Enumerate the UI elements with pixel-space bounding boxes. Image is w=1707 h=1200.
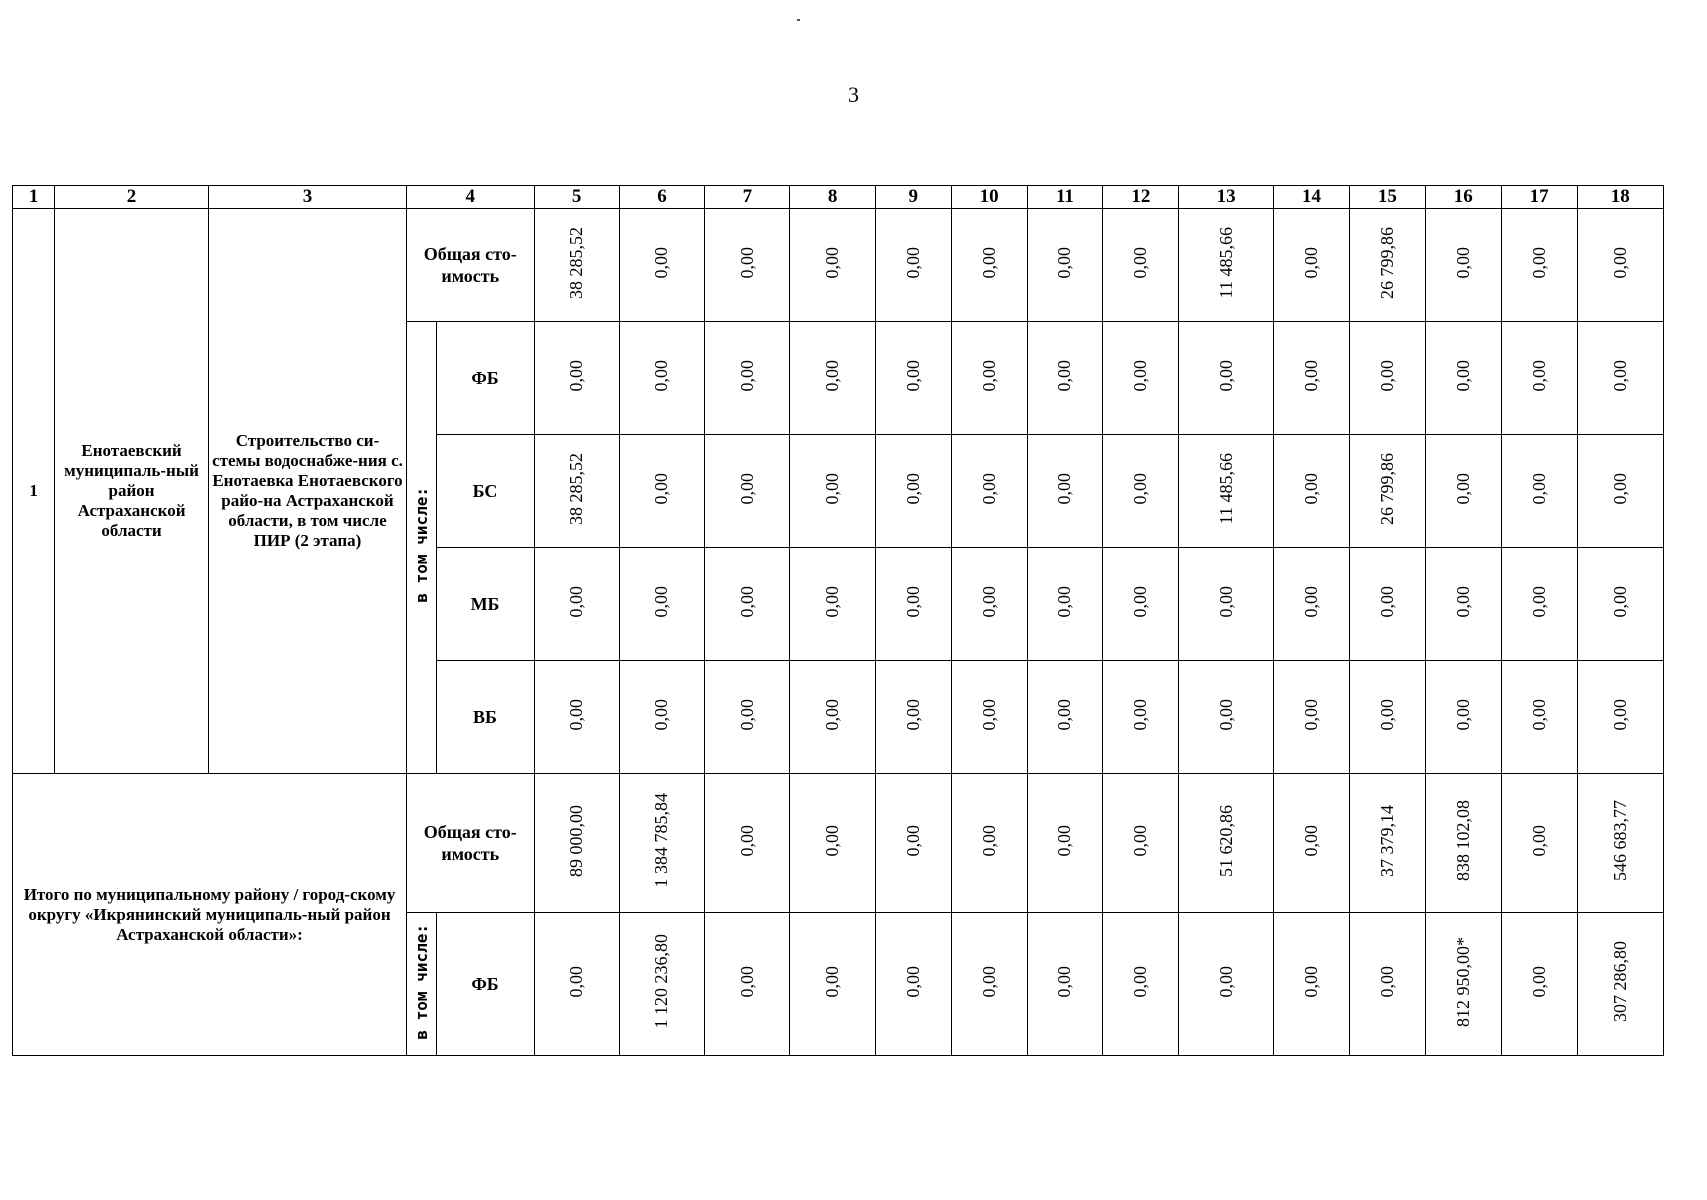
value-text: 0,00 [1609, 472, 1630, 505]
value-cell [1349, 322, 1425, 435]
value-text: 0,00 [978, 585, 999, 618]
value-text: 0,00 [736, 472, 757, 505]
total-cost-label: Общая сто-имость [407, 774, 534, 913]
value-cell [705, 913, 790, 1056]
column-number: 10 [951, 186, 1027, 209]
including-label [407, 322, 437, 774]
value-cell [1425, 209, 1501, 322]
value-cell [1577, 209, 1664, 322]
value-text: 0,00 [1130, 246, 1151, 279]
value-cell [619, 774, 704, 913]
value-text: 0,00 [902, 824, 923, 857]
value-text: 0,00 [1452, 246, 1473, 279]
value-cell [1349, 913, 1425, 1056]
value-text: 0,00 [1300, 698, 1321, 731]
value-cell [1103, 322, 1179, 435]
value-text: 838 102,08 [1452, 800, 1473, 881]
column-number: 1 [13, 186, 55, 209]
value-cell [1274, 661, 1350, 774]
budget-table [12, 185, 1664, 1056]
value-cell [790, 435, 875, 548]
value-cell [1274, 548, 1350, 661]
value-text: 51 620,86 [1215, 804, 1236, 877]
value-cell [534, 774, 619, 913]
total-cost-label: Общая сто-имость [407, 209, 534, 322]
value-text: 0,00 [1054, 359, 1075, 392]
value-text: 0,00 [1215, 698, 1236, 731]
funding-source: ФБ [436, 913, 534, 1056]
value-text: 11 485,66 [1215, 452, 1236, 525]
value-text: 0,00 [1054, 585, 1075, 618]
value-cell [619, 322, 704, 435]
value-cell [951, 209, 1027, 322]
value-cell [951, 774, 1027, 913]
value-text: 0,00 [566, 965, 587, 998]
value-text: 0,00 [651, 472, 672, 505]
funding-source: МБ [436, 548, 534, 661]
value-cell [875, 913, 951, 1056]
value-text: 0,00 [1054, 246, 1075, 279]
value-cell [875, 661, 951, 774]
value-text: 0,00 [1130, 585, 1151, 618]
value-text: 1 384 785,84 [651, 793, 672, 888]
value-text: 0,00 [978, 698, 999, 731]
column-number: 16 [1425, 186, 1501, 209]
value-cell [705, 322, 790, 435]
value-text: 0,00 [1300, 824, 1321, 857]
value-cell [705, 435, 790, 548]
value-cell [1027, 322, 1103, 435]
value-text: 0,00 [736, 965, 757, 998]
value-text: 0,00 [1300, 965, 1321, 998]
column-number: 11 [1027, 186, 1103, 209]
value-text: 0,00 [978, 359, 999, 392]
column-number: 12 [1103, 186, 1179, 209]
value-cell [1501, 774, 1577, 913]
value-text: 0,00 [1215, 965, 1236, 998]
column-number: 4 [407, 186, 534, 209]
summary-label: Итого по муниципальному району / город-скому округу «Икрянинский муниципаль-ный район Астраханской области»: [13, 774, 407, 1056]
value-cell [790, 661, 875, 774]
value-text: 0,00 [978, 965, 999, 998]
value-text: 0,00 [1528, 698, 1549, 731]
column-number: 3 [208, 186, 406, 209]
value-cell [705, 548, 790, 661]
value-cell [1501, 913, 1577, 1056]
value-cell [1103, 548, 1179, 661]
value-cell [1103, 435, 1179, 548]
value-cell [1274, 435, 1350, 548]
value-text: 0,00 [1300, 472, 1321, 505]
value-cell [1179, 209, 1274, 322]
value-cell [1179, 548, 1274, 661]
value-text: 0,00 [566, 359, 587, 392]
value-cell [1103, 661, 1179, 774]
value-text: 546 683,77 [1609, 800, 1630, 881]
value-cell [619, 913, 704, 1056]
value-cell [1577, 548, 1664, 661]
value-text: 0,00 [1528, 246, 1549, 279]
value-cell [875, 435, 951, 548]
value-text: 0,00 [902, 246, 923, 279]
value-cell [1103, 209, 1179, 322]
value-text: 0,00 [978, 472, 999, 505]
value-text: 0,00 [651, 246, 672, 279]
value-text: 0,00 [1054, 698, 1075, 731]
value-text: 0,00 [902, 359, 923, 392]
value-cell [1349, 209, 1425, 322]
value-cell [1274, 209, 1350, 322]
funding-source: ФБ [436, 322, 534, 435]
column-number: 2 [55, 186, 209, 209]
value-cell [534, 322, 619, 435]
value-text: 0,00 [1130, 965, 1151, 998]
column-number: 5 [534, 186, 619, 209]
value-text: 38 285,52 [566, 226, 587, 299]
value-cell [1425, 435, 1501, 548]
value-cell [951, 548, 1027, 661]
value-cell [875, 209, 951, 322]
value-cell [1179, 661, 1274, 774]
value-text: 0,00 [1300, 246, 1321, 279]
value-text: 0,00 [902, 472, 923, 505]
value-text: 0,00 [1528, 472, 1549, 505]
value-cell [1501, 661, 1577, 774]
value-text: 37 379,14 [1376, 804, 1397, 877]
column-number: 17 [1501, 186, 1577, 209]
project-name: Строительство си-стемы водоснабже-ния с. Енотаевка Енотаевского райо-на Астраханской области, в том числе ПИР (2 этапа) [208, 209, 406, 774]
page-number: 3 [848, 82, 859, 107]
value-text: 89 000,00 [566, 804, 587, 877]
column-number: 8 [790, 186, 875, 209]
value-cell [1027, 774, 1103, 913]
value-cell [1179, 322, 1274, 435]
value-text: 0,00 [1215, 359, 1236, 392]
value-text: 812 950,00* [1452, 936, 1473, 1027]
value-cell [705, 209, 790, 322]
row-number: 1 [13, 209, 55, 774]
value-cell [1349, 774, 1425, 913]
value-text: 0,00 [978, 824, 999, 857]
value-text: 0,00 [822, 698, 843, 731]
value-cell [1179, 774, 1274, 913]
value-text: 0,00 [822, 585, 843, 618]
value-cell [1027, 435, 1103, 548]
value-text: 26 799,86 [1376, 452, 1397, 525]
value-text: 0,00 [822, 472, 843, 505]
value-cell [790, 209, 875, 322]
column-number: 6 [619, 186, 704, 209]
value-cell [875, 322, 951, 435]
value-cell [1103, 774, 1179, 913]
table-row [13, 774, 1664, 913]
value-text: 0,00 [822, 359, 843, 392]
value-cell [619, 435, 704, 548]
value-text: 0,00 [736, 246, 757, 279]
value-text: 0,00 [822, 824, 843, 857]
column-number: 7 [705, 186, 790, 209]
value-text: 0,00 [1130, 698, 1151, 731]
value-text: 0,00 [1215, 585, 1236, 618]
value-cell [534, 913, 619, 1056]
value-cell [1577, 774, 1664, 913]
value-text: 0,00 [1130, 472, 1151, 505]
value-cell [1103, 913, 1179, 1056]
value-cell [1274, 913, 1350, 1056]
value-text: 0,00 [1376, 965, 1397, 998]
value-text: 0,00 [1528, 965, 1549, 998]
value-text: 0,00 [1609, 359, 1630, 392]
value-cell [875, 774, 951, 913]
value-cell [1425, 661, 1501, 774]
value-text: 0,00 [902, 965, 923, 998]
municipality-name: Енотаевский муниципаль-ный район Астраханской области [55, 209, 209, 774]
scan-speck [797, 19, 800, 21]
value-cell [1274, 774, 1350, 913]
value-cell [875, 548, 951, 661]
value-text: 0,00 [1130, 359, 1151, 392]
value-cell [1577, 661, 1664, 774]
value-text: 0,00 [566, 585, 587, 618]
value-cell [1027, 548, 1103, 661]
value-text: 0,00 [1130, 824, 1151, 857]
value-cell [951, 435, 1027, 548]
column-number: 9 [875, 186, 951, 209]
value-cell [1349, 661, 1425, 774]
column-number: 13 [1179, 186, 1274, 209]
value-cell [951, 322, 1027, 435]
value-cell [1027, 913, 1103, 1056]
value-cell [790, 322, 875, 435]
value-cell [790, 548, 875, 661]
value-text: 0,00 [651, 585, 672, 618]
value-cell [534, 435, 619, 548]
column-number: 15 [1349, 186, 1425, 209]
value-text: 0,00 [1528, 824, 1549, 857]
value-text: 0,00 [736, 585, 757, 618]
value-text: 0,00 [1452, 472, 1473, 505]
funding-source: БС [436, 435, 534, 548]
value-cell [790, 774, 875, 913]
value-text: 38 285,52 [566, 452, 587, 525]
value-cell [1501, 435, 1577, 548]
value-cell [1349, 548, 1425, 661]
value-text: 0,00 [902, 585, 923, 618]
value-cell [1027, 209, 1103, 322]
value-text: 0,00 [1609, 585, 1630, 618]
value-cell [534, 548, 619, 661]
value-cell [1425, 548, 1501, 661]
including-label [407, 913, 437, 1056]
value-text: 0,00 [651, 698, 672, 731]
value-text: 0,00 [1609, 246, 1630, 279]
value-text: 0,00 [736, 359, 757, 392]
value-cell [1425, 322, 1501, 435]
value-cell [619, 661, 704, 774]
value-text: 0,00 [1452, 359, 1473, 392]
value-text: 0,00 [822, 965, 843, 998]
value-text: 1 120 236,80 [651, 934, 672, 1029]
value-cell [1577, 322, 1664, 435]
value-cell [1501, 548, 1577, 661]
value-text: 0,00 [1376, 359, 1397, 392]
value-text: 0,00 [1452, 585, 1473, 618]
value-text: 0,00 [651, 359, 672, 392]
value-cell [705, 774, 790, 913]
value-cell [1577, 913, 1664, 1056]
value-cell [1027, 661, 1103, 774]
value-text: 307 286,80 [1609, 941, 1630, 1022]
value-text: 0,00 [1376, 698, 1397, 731]
value-text: 0,00 [902, 698, 923, 731]
value-cell [1425, 774, 1501, 913]
value-text: 0,00 [822, 246, 843, 279]
value-cell [790, 913, 875, 1056]
value-text: 26 799,86 [1376, 226, 1397, 299]
column-number: 18 [1577, 186, 1664, 209]
value-cell [1501, 322, 1577, 435]
value-text: 0,00 [566, 698, 587, 731]
value-text: 11 485,66 [1215, 226, 1236, 299]
value-text: 0,00 [1300, 359, 1321, 392]
value-cell [1274, 322, 1350, 435]
value-text: 0,00 [1528, 585, 1549, 618]
value-text: 0,00 [1528, 359, 1549, 392]
value-text: 0,00 [1054, 965, 1075, 998]
value-cell [1179, 913, 1274, 1056]
value-cell [1501, 209, 1577, 322]
value-text: 0,00 [1452, 698, 1473, 731]
value-text: 0,00 [736, 824, 757, 857]
value-text: 0,00 [1300, 585, 1321, 618]
value-text: 0,00 [1376, 585, 1397, 618]
value-text: 0,00 [1054, 824, 1075, 857]
value-cell [1577, 435, 1664, 548]
value-text: 0,00 [1609, 698, 1630, 731]
value-text: 0,00 [736, 698, 757, 731]
value-cell [1349, 435, 1425, 548]
value-cell [534, 209, 619, 322]
value-cell [705, 661, 790, 774]
value-cell [951, 661, 1027, 774]
value-cell [619, 209, 704, 322]
column-number: 14 [1274, 186, 1350, 209]
value-cell [534, 661, 619, 774]
including-text: в том числе: [411, 923, 431, 1040]
value-text: 0,00 [1054, 472, 1075, 505]
value-text: 0,00 [978, 246, 999, 279]
funding-source: ВБ [436, 661, 534, 774]
value-cell [951, 913, 1027, 1056]
including-text: в том числе: [411, 487, 431, 603]
header-row [13, 186, 1664, 209]
value-cell [1179, 435, 1274, 548]
table-row [13, 209, 1664, 322]
value-cell [1425, 913, 1501, 1056]
value-cell [619, 548, 704, 661]
